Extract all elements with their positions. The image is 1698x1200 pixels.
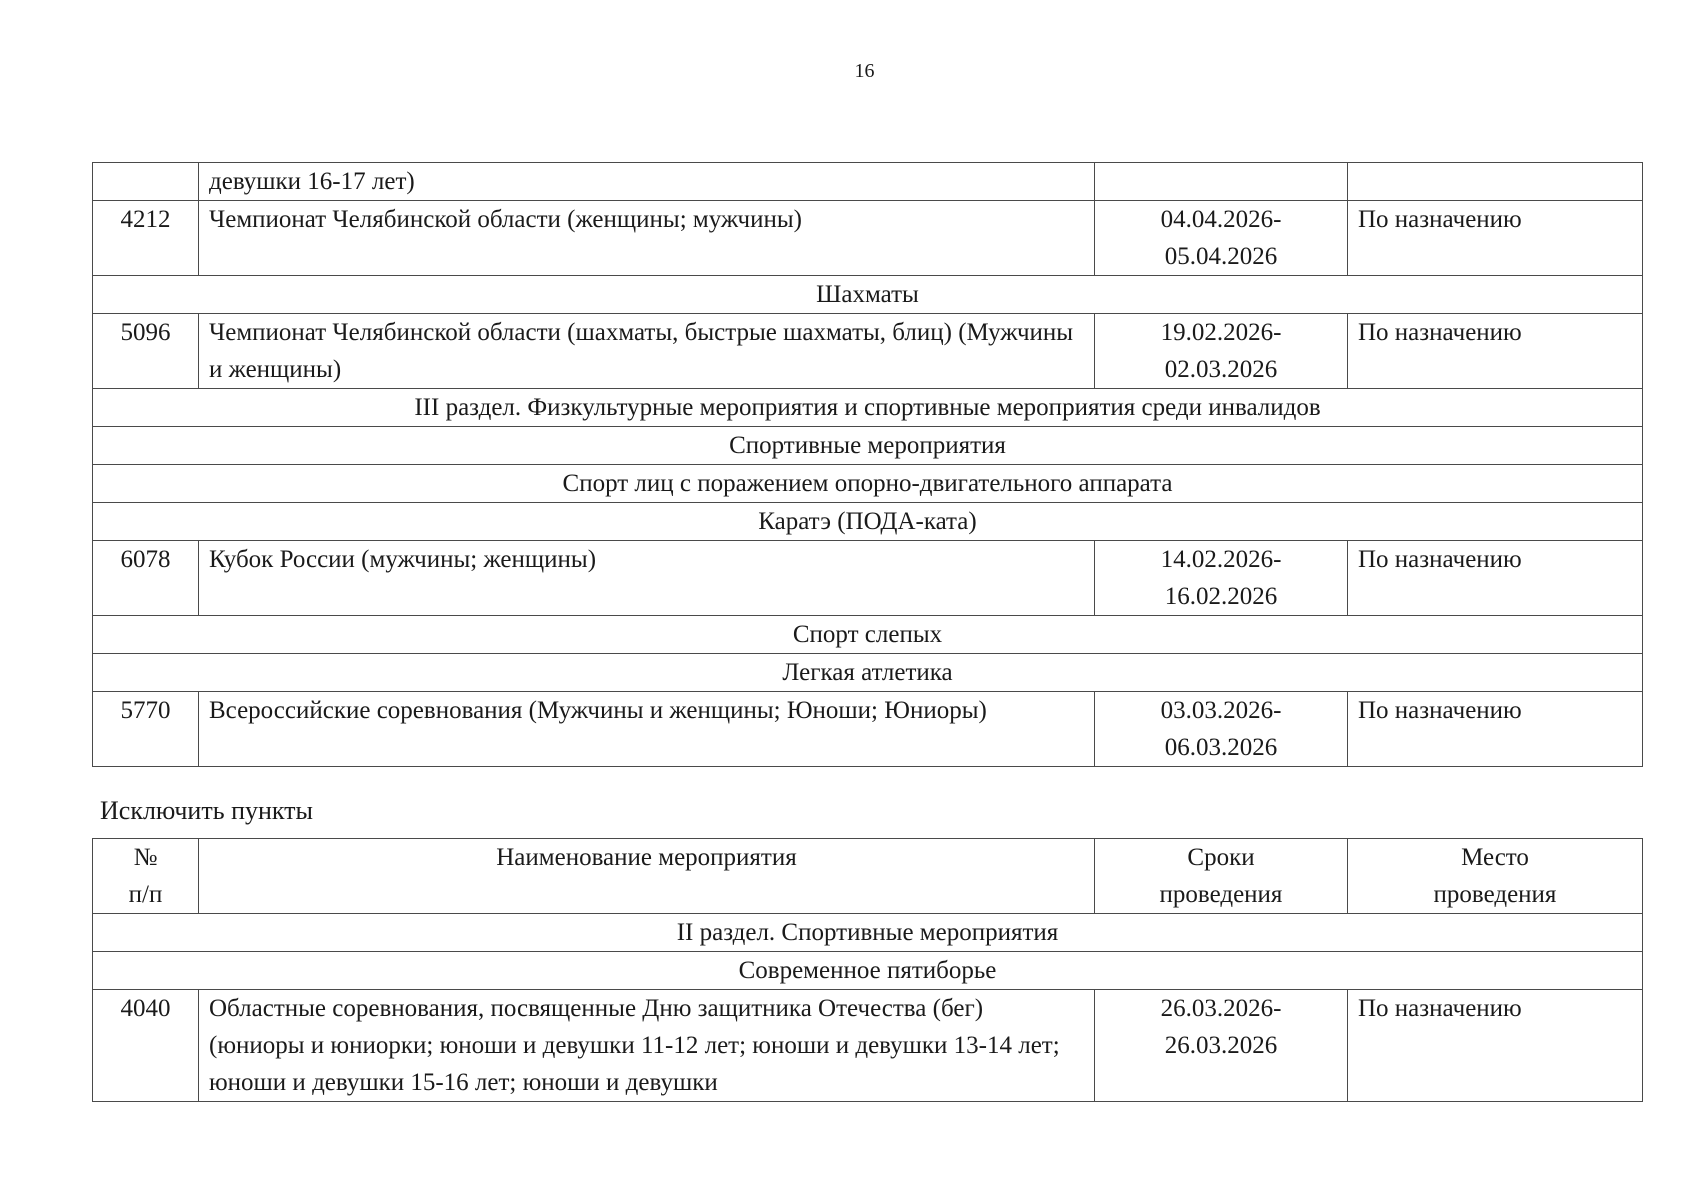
exclude-items-label: Исключить пункты (100, 796, 314, 825)
event-dates (1095, 201, 1348, 276)
page-number: 16 (854, 60, 875, 82)
header-number-line2: п/п (128, 881, 163, 908)
event-date-start: 03.03.2026- (1160, 697, 1282, 724)
event-date-end: 06.03.2026 (1164, 734, 1278, 761)
header-dates-line2: проведения (1159, 881, 1283, 908)
section-title: Спорт лиц с поражением опорно-двигательного аппарата (93, 465, 1643, 503)
event-dates (1095, 541, 1348, 616)
events-table-excluded (92, 838, 1643, 1102)
event-place: По назначению (1348, 314, 1643, 389)
event-dates (1095, 314, 1348, 389)
cell-number (93, 163, 199, 201)
section-title: III раздел. Физкультурные мероприятия и спортивные мероприятия среди инвалидов (93, 389, 1643, 427)
header-place (1348, 839, 1643, 914)
event-place: По назначению (1348, 692, 1643, 767)
table-row-section (93, 427, 1643, 465)
event-number: 5096 (93, 314, 199, 389)
event-name: Всероссийские соревнования (Мужчины и женщины; Юноши; Юниоры) (199, 692, 1095, 767)
table-row-section (93, 616, 1643, 654)
table-row-event (93, 990, 1643, 1102)
event-date-end: 16.02.2026 (1164, 583, 1278, 610)
header-place-line1: Место (1461, 844, 1529, 871)
event-name: Чемпионат Челябинской области (женщины; мужчины) (199, 201, 1095, 276)
section-title: Легкая атлетика (93, 654, 1643, 692)
events-table-included (92, 162, 1643, 767)
table-row-event (93, 541, 1643, 616)
table-row-event (93, 201, 1643, 276)
section-title: Спорт слепых (93, 616, 1643, 654)
table-row-continuation (93, 163, 1643, 201)
event-place: По назначению (1348, 541, 1643, 616)
table-row-section (93, 465, 1643, 503)
event-place: По назначению (1348, 990, 1643, 1102)
header-dates-line1: Сроки (1187, 844, 1255, 871)
event-date-end: 02.03.2026 (1164, 356, 1278, 383)
header-place-line2: проведения (1433, 881, 1557, 908)
event-name: Кубок России (мужчины; женщины) (199, 541, 1095, 616)
event-dates (1095, 990, 1348, 1102)
event-place: По назначению (1348, 201, 1643, 276)
event-number: 5770 (93, 692, 199, 767)
section-title: Спортивные мероприятия (93, 427, 1643, 465)
header-number (93, 839, 199, 914)
event-number: 6078 (93, 541, 199, 616)
event-dates (1095, 692, 1348, 767)
event-number: 4040 (93, 990, 199, 1102)
table-row-section (93, 654, 1643, 692)
event-date-start: 19.02.2026- (1160, 319, 1282, 346)
cell-dates (1095, 163, 1348, 201)
table-row-section (93, 503, 1643, 541)
section-title: Шахматы (93, 276, 1643, 314)
section-title: Современное пятиборье (93, 952, 1643, 990)
cell-event-name: девушки 16-17 лет) (199, 163, 1095, 201)
table-row-event (93, 692, 1643, 767)
header-event-name: Наименование мероприятия (199, 839, 1095, 914)
section-title: II раздел. Спортивные мероприятия (93, 914, 1643, 952)
cell-place (1348, 163, 1643, 201)
header-number-line1: № (133, 844, 158, 871)
event-date-start: 26.03.2026- (1160, 995, 1282, 1022)
event-date-start: 04.04.2026- (1160, 206, 1282, 233)
event-name: Чемпионат Челябинской области (шахматы, быстрые шахматы, блиц) (Мужчины и женщины) (199, 314, 1095, 389)
event-date-start: 14.02.2026- (1160, 546, 1282, 573)
table-row-section (93, 914, 1643, 952)
header-dates (1095, 839, 1348, 914)
table-row-section (93, 276, 1643, 314)
event-date-end: 26.03.2026 (1164, 1032, 1278, 1059)
table-row-section (93, 952, 1643, 990)
section-title: Каратэ (ПОДА-ката) (93, 503, 1643, 541)
event-name: Областные соревнования, посвященные Дню защитника Отечества (бег) (юниоры и юниорки; юноши и девушки 11-12 лет; юноши и девушки 13-14 лет; юноши и девушки 15-16 лет; юноши и девушки (199, 990, 1095, 1102)
event-date-end: 05.04.2026 (1164, 243, 1278, 270)
table-row-section (93, 389, 1643, 427)
event-number: 4212 (93, 201, 199, 276)
table-header-row (93, 839, 1643, 914)
table-row-event (93, 314, 1643, 389)
